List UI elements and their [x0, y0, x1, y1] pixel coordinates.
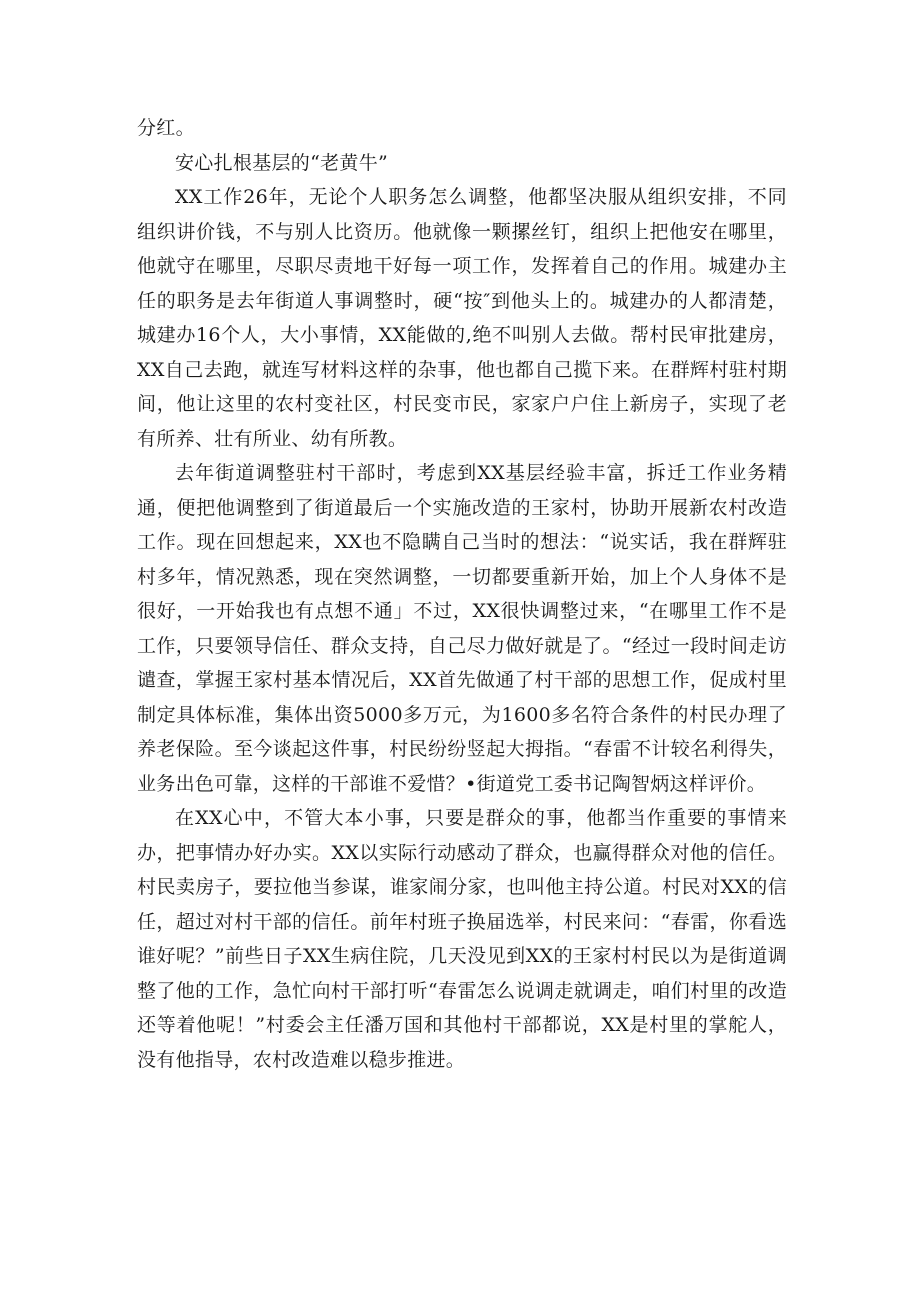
- paragraph: 去年街道调整驻村干部时，考虑到XX基层经验丰富，拆迁工作业务精通，便把他调整到了街道最后一个实施改造的王家村，协助开展新农村改造工作。现在回想起来，XX也不隐瞒自己当时的想法：“说实话，我在群辉驻村多年，情况熟悉，现在突然调整，一切都要重新开始，加上个人身体不是很好，一开始我也有点想不通」不过，XX很快调整过来，“在哪里工作不是工作，只要领导信任、群众支持，自己尽力做好就是了。“经过一段时间走访谴查，掌握王家村基本情况后，XX首先做通了村干部的思想工作，促成村里制定具体标准，集体出资5000多万元，为1600多名符合条件的村民办理了养老保险。至今谈起这件事，村民纷纷竖起大拇指。“春雷不计较名利得失，业务出色可靠，这样的干部谁不爱惜？•街道党工委书记陶智炳这样评价。: [137, 462, 787, 795]
- paragraph-continuation: 分红。: [137, 117, 195, 139]
- section-heading: 安心扎根基层的“老黄牛”: [175, 151, 389, 174]
- paragraph: 在XX心中，不管大本小事，只要是群众的事，他都当作重要的事情来办，把事情办好办实。XX以实际行动感动了群众，也赢得群众对他的信任。村民卖房子，要拉他当参谋，谁家闹分家，也叫他主持公道。村民对XX的信任，超过对村干部的信任。前年村班子换届选举，村民来问：“春雷，你看选谁好呢？”前些日子XX生病住院，几天没见到XX的王家村村民以为是街道调整了他的工作，急忙向村干部打听“春雷怎么说调走就调走，咱们村里的改造还等着他呢！”村委会主任潘万国和其他村干部都说，XX是村里的掌舵人，没有他指导，农村改造难以稳步推进。: [137, 807, 787, 1071]
- paragraph: XX工作26年，无论个人职务怎么调整，他都坚决服从组织安排，不同组织讲价钱，不与别人比资历。他就像一颗摞丝钉，组织上把他安在哪里，他就守在哪里，尽职尽责地干好每一项工作，发挥着自己的作用。城建办主任的职务是去年街道人事调整时，硬“按″到他头上的。城建办的人都清楚，城建办16个人，大小事情，XX能做的,绝不叫别人去做。帮村民审批建房，XX自己去跑，就连写材料这样的杂事，他也都自己揽下来。在群辉村驻村期间，他让这里的农村变社区，村民变市民，家家户户住上新房子，实现了老有所养、壮有所业、幼有所教。: [137, 186, 787, 450]
- document-body: [137, 111, 787, 1077]
